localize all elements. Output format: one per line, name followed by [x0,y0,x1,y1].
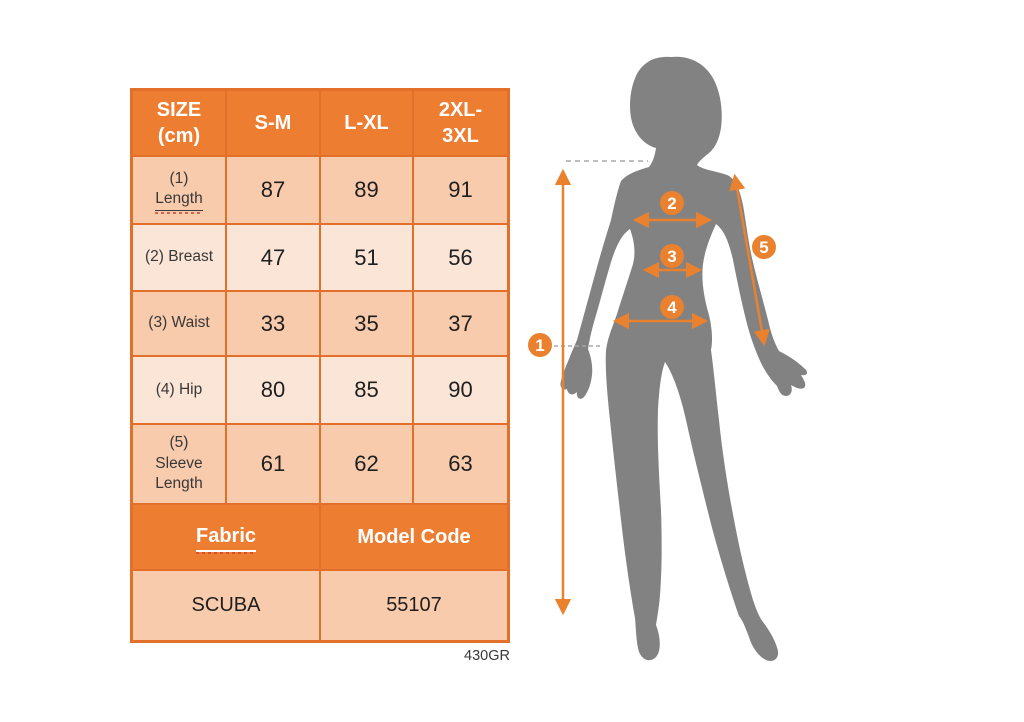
value-hip-lxl: 85 [321,357,412,423]
value-breast-lxl: 51 [321,225,412,290]
fabric-value: SCUBA [133,571,319,640]
value-sleeve-sm: 61 [227,425,319,503]
marker-5-sleeve [752,235,776,259]
marker-3-label: 3 [667,247,677,266]
fabric-header-label: Fabric [196,523,256,552]
value-breast-2xl: 56 [414,225,507,290]
label-sleeve-number: (5) [169,434,189,452]
measurement-figure [525,40,860,680]
marker-5-label: 5 [759,238,769,257]
label-sleeve-word1: Sleeve [155,454,203,472]
value-waist-2xl: 37 [414,292,507,355]
value-waist-sm: 33 [227,292,319,355]
header-size-line1: SIZE [156,99,202,121]
header-2xl-3xl [414,91,507,155]
marker-2-label: 2 [667,194,677,213]
value-waist-lxl: 35 [321,292,412,355]
value-breast-sm: 47 [227,225,319,290]
value-length-lxl: 89 [321,157,412,223]
marker-1-length [528,333,552,357]
header-l-xl: L-XL [321,91,412,155]
footer-header-fabric [133,505,319,569]
marker-4-label: 4 [667,298,677,317]
value-length-sm: 87 [227,157,319,223]
row-label-breast: (2) Breast [133,225,225,290]
header-size-cm [133,91,225,155]
value-sleeve-lxl: 62 [321,425,412,503]
row-label-length [133,157,225,223]
woman-silhouette-shape [560,57,807,661]
size-chart-table [130,88,510,643]
value-sleeve-2xl: 63 [414,425,507,503]
marker-2-breast [660,191,684,215]
footer-header-model-code: Model Code [321,505,507,569]
row-label-sleeve-length [133,425,225,503]
row-label-waist: (3) Waist [133,292,225,355]
value-hip-sm: 80 [227,357,319,423]
row-label-hip: (4) Hip [133,357,225,423]
value-length-2xl: 91 [414,157,507,223]
model-code-value: 55107 [321,571,507,640]
header-2xl-line1: 2XL- [438,99,483,121]
marker-3-waist [660,244,684,268]
marker-1-label: 1 [535,336,545,355]
header-size-line2: (cm) [157,125,201,147]
header-2xl-line2: 3XL [442,125,479,147]
label-length-number: (1) [169,169,189,187]
header-s-m: S-M [227,91,319,155]
marker-4-hip [660,295,684,319]
value-hip-2xl: 90 [414,357,507,423]
label-length-word: Length [155,189,202,211]
label-sleeve-word2: Length [155,475,203,493]
weight-note: 430GR [464,648,510,664]
